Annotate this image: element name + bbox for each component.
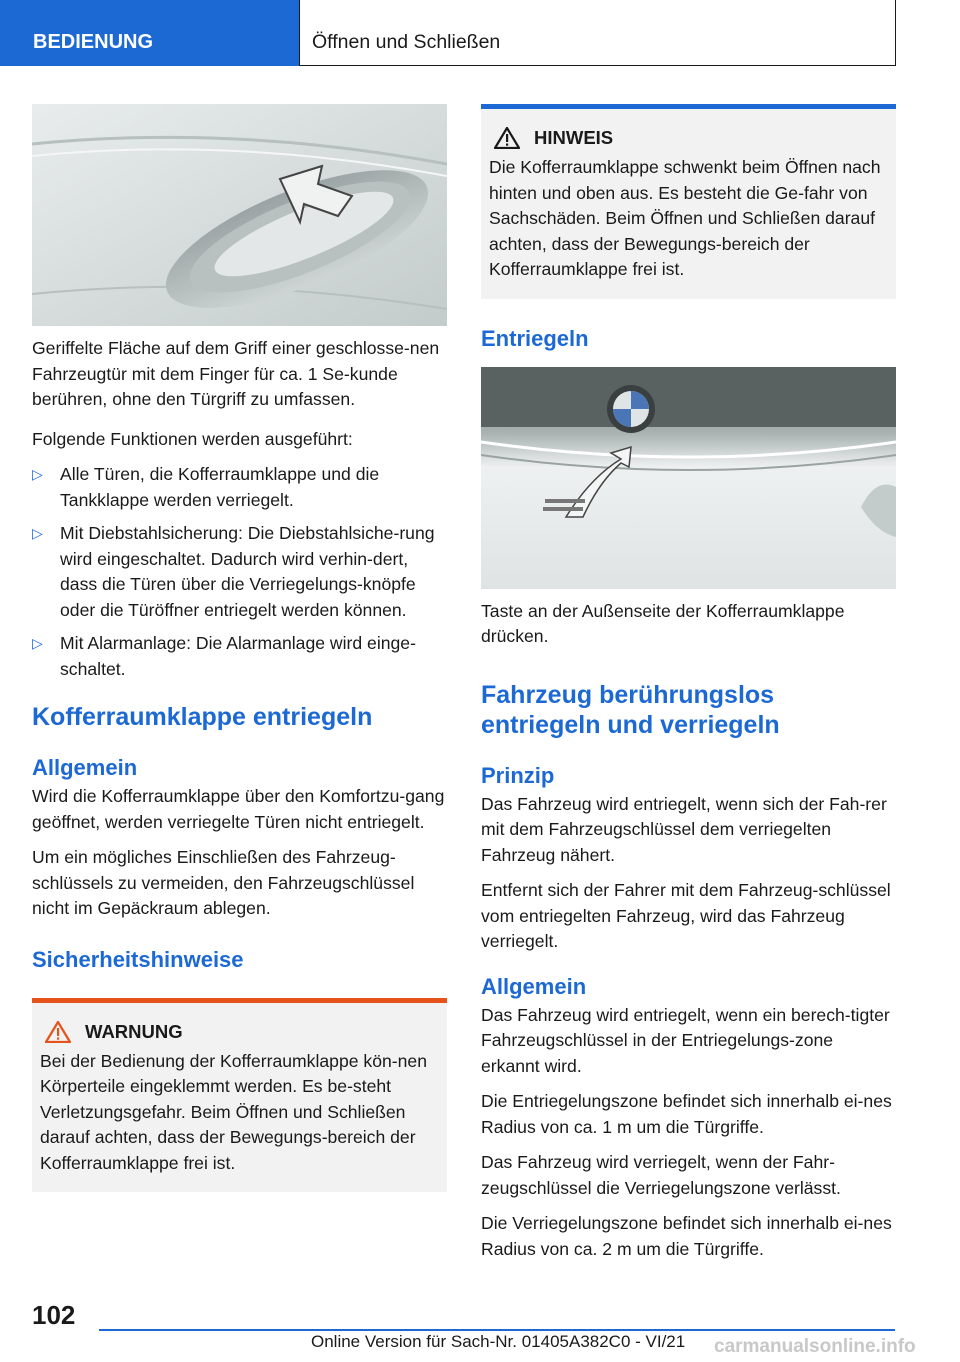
functions-intro: Folgende Funktionen werden ausgeführt: [32, 428, 353, 449]
heading-general-2: Allgemein [481, 973, 587, 999]
warning-header: WARNUNG [40, 1021, 439, 1043]
fig2-caption: Taste an der Außenseite der Kofferraumklappe drücken. [481, 600, 845, 646]
watermark: carmanualsonline.info [714, 1336, 916, 1357]
functions-list [32, 462, 447, 682]
trunk-button-illustration [481, 367, 896, 589]
section-tab: BEDIENUNG [0, 0, 299, 66]
trunk-button-figure [481, 367, 896, 589]
heading-unlock: Entriegeln [481, 325, 589, 351]
heading-trunk-unlock: Kofferraumklappe entriegeln [32, 703, 373, 731]
online-version-link[interactable]: Online Version für Sach-Nr. 01405A382C0 - VI/21 [311, 1332, 686, 1351]
list-item: ▷ Mit Diebstahlsicherung: Die Diebstahlsiche-rung wird eingeschaltet. Dadurch wird verhin-dert, dass die Türen über die Verriegelungs-knöpfe oder die Türöffner entriegelt werden können. [32, 523, 435, 620]
heading-keyless: Fahrzeug berührungslos entriegeln und verriegeln [481, 680, 780, 739]
warning-box [32, 998, 447, 1193]
heading-general: Allgemein [32, 755, 138, 780]
door-handle-illustration [32, 104, 447, 326]
warning-text: Bei der Bedienung der Kofferraumklappe kön-nen Körperteile eingeklemmt werden. Es be-steht Verletzungsgefahr. Beim Öffnen und Schließen darauf achten, dass der Bewegungs-bereich der Kofferraumklappe frei ist. [40, 1050, 427, 1173]
triangle-bullet-icon: ▷ [32, 466, 43, 482]
hint-box [481, 104, 896, 299]
page-header [0, 0, 960, 66]
fig1-caption: Geriffelte Fläche auf dem Griff einer geschlosse-nen Fahrzeugtür mit dem Finger für ca. 1 Se-kunde berühren, ohne den Türgriff zu umfassen. [32, 338, 440, 409]
warning-triangle-icon [494, 127, 520, 149]
general2-paragraph-3: Das Fahrzeug wird verriegelt, wenn der Fahr-zeugschlüssel die Verriegelungszone verlässt. [481, 1152, 841, 1198]
left-column [32, 104, 447, 1192]
general2-paragraph-1: Das Fahrzeug wird entriegelt, wenn ein berech-tigter Fahrzeugschlüssel in der Entriegelungs-zone erkannt wird. [481, 1004, 890, 1076]
hint-header: HINWEIS [489, 127, 888, 149]
heading-safety: Sicherheitshinweise [32, 946, 244, 972]
list-item: ▷ Alle Türen, die Kofferraumklappe und die Tankklappe werden verriegelt. [32, 464, 380, 510]
general-paragraph-2: Um ein mögliches Einschließen des Fahrzeug-schlüssels zu vermeiden, den Fahrzeugschlüssel nicht im Gepäckraum ablegen. [32, 847, 415, 918]
general2-paragraph-4: Die Verriegelungszone befindet sich innerhalb ei-nes Radius von ca. 2 m um die Türgriffe. [481, 1213, 892, 1259]
door-handle-figure [32, 104, 447, 326]
chapter-title: Öffnen und Schließen [299, 0, 896, 66]
warning-icon [45, 1021, 71, 1043]
principle-paragraph-1: Das Fahrzeug wird entriegelt, wenn sich der Fah-rer mit dem Fahrzeugschlüssel dem verriegelten Fahrzeug nähert. [481, 793, 887, 865]
hint-text: Die Kofferraumklappe schwenkt beim Öffnen nach hinten und oben aus. Es besteht die Ge-fahr von Sachschäden. Beim Öffnen und Schließen darauf achten, dass der Bewegungs-bereich der Kofferraumklappe frei ist. [489, 157, 881, 279]
heading-principle: Prinzip [481, 762, 555, 788]
triangle-bullet-icon: ▷ [32, 525, 43, 541]
general-paragraph-1: Wird die Kofferraumklappe über den Komfortzu-gang geöffnet, werden verriegelte Türen nicht entriegelt. [32, 786, 445, 832]
list-item: ▷ Mit Alarmanlage: Die Alarmanlage wird einge-schaltet. [32, 633, 416, 679]
principle-paragraph-2: Entfernt sich der Fahrer mit dem Fahrzeug-schlüssel vom entriegelten Fahrzeug, wird das Fahrzeug verriegelt. [481, 880, 891, 951]
triangle-bullet-icon: ▷ [32, 635, 43, 651]
general2-paragraph-2: Die Entriegelungszone befindet sich innerhalb ei-nes Radius von ca. 1 m um die Türgriffe. [481, 1091, 892, 1137]
right-column [481, 104, 896, 1272]
footer-rule [99, 1329, 895, 1331]
page-number: 102 [32, 1300, 76, 1330]
